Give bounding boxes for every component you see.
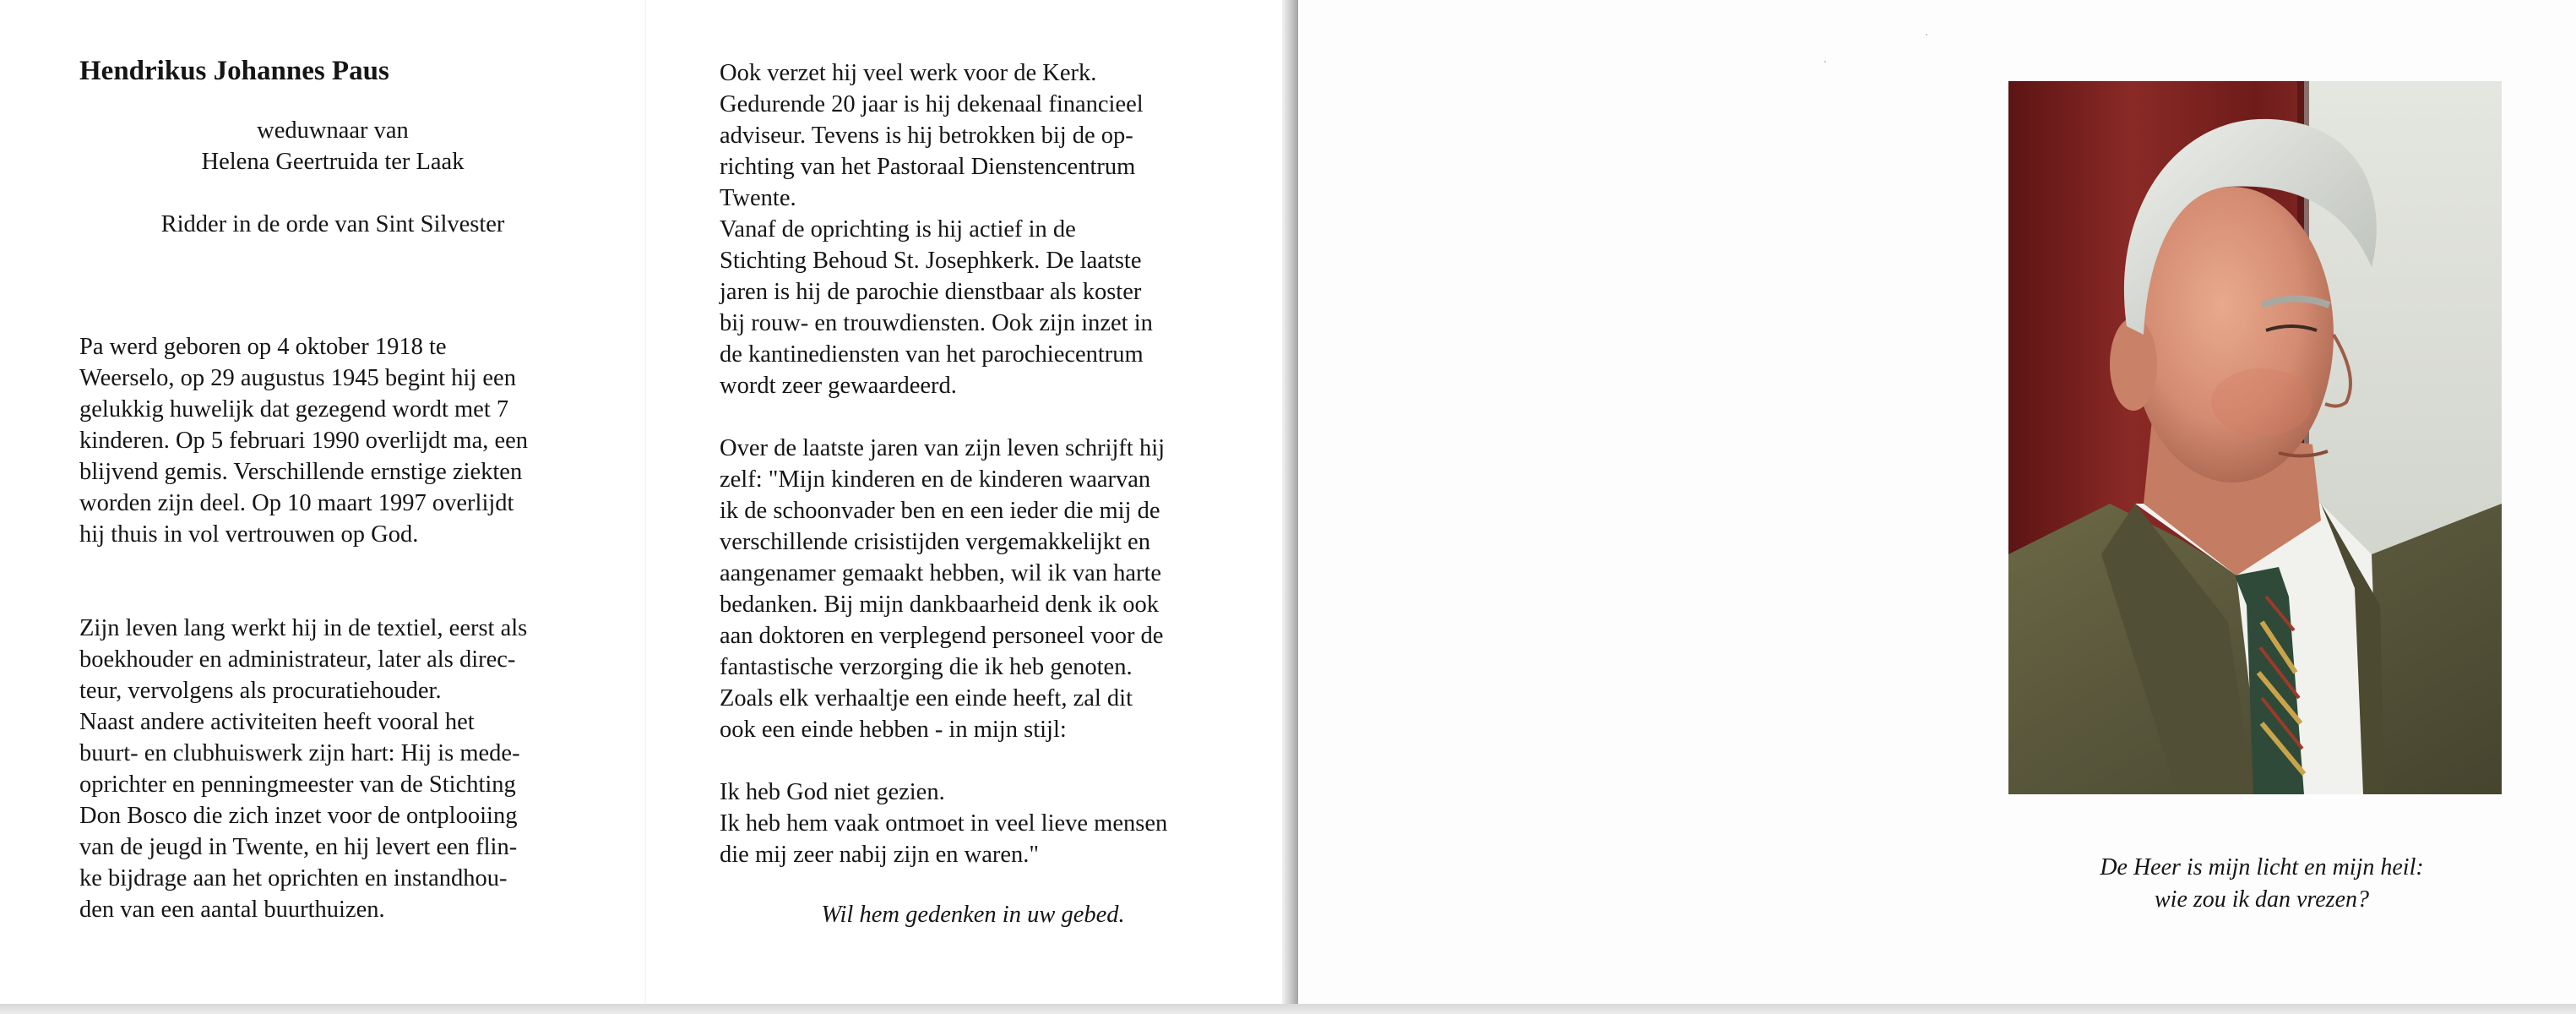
text-line: richting van het Pastoraal Dienstencentrum [720,154,1136,180]
text-line: ke bijdrage aan het oprichten en instandhou- [79,865,508,891]
widower-line-2: Helena Geertruida ter Laak [201,149,465,175]
center-fold-line [644,0,646,1004]
text-line: den van een aantal buurthuizen. [79,897,385,923]
portrait-photo [2008,81,2502,794]
text-line: van de jeugd in Twente, en hij levert een flin- [79,834,518,860]
biography-paragraph-1 [79,331,586,550]
text-line: Stichting Behoud St. Josephkerk. De laatste [720,248,1142,274]
church-paragraph [720,57,1226,401]
text-line: boekhouder en administrateur, later als direc- [79,646,516,673]
paper-speck [1824,61,1826,63]
text-line: Ook verzet hij veel werk voor de Kerk. [720,60,1097,86]
deceased-name: Hendrikus Johannes Paus [79,56,389,86]
text-line: Over de laatste jaren van zijn leven schrijft hij [720,435,1166,461]
text-line: Naast andere activiteiten heeft vooral het [79,709,475,735]
text-line: Don Bosco die zich inzet voor de ontplooiing [79,803,518,829]
text-line: verschillende crisistijden vergemakkelijkt en [720,529,1150,555]
text-line: kinderen. Op 5 februari 1990 overlijdt ma, een [79,428,529,454]
text-line: Ik heb God niet gezien. [720,779,945,805]
scripture-quote [2008,852,2515,916]
text-line: de kantinediensten van het parochiecentrum [720,341,1144,368]
left-column [79,54,586,925]
card-fold-shadow [1282,0,1299,1014]
text-line: die mij zeer nabij zijn en waren." [720,842,1040,868]
text-line: aan doktoren en verplegend personeel voor de [720,623,1164,649]
text-line: wordt zeer gewaardeerd. [720,373,957,399]
middle-column [720,57,1226,930]
text-line: blijvend gemis. Verschillende ernstige ziekten [79,459,523,485]
text-line: Twente. [720,185,796,211]
text-line: jaren is hij de parochie dienstbaar als koster [720,279,1142,305]
text-line: Zijn leven lang werkt hij in de textiel, eerst als [79,615,528,641]
quote-line-2: wie zou ik dan vrezen? [2154,886,2370,913]
text-line: worden zijn deel. Op 10 maart 1997 overlijdt [79,490,514,516]
personal-words-paragraph [720,433,1226,745]
text-line: Weerselo, op 29 augustus 1945 begint hij een [79,365,516,391]
honour-line: Ridder in de orde van Sint Silvester [160,211,505,237]
text-line: Ik heb hem vaak ontmoet in veel lieve mensen [720,810,1168,837]
text-line: oprichter en penningmeester van de Stichting [79,771,516,798]
text-line: bij rouw- en trouwdiensten. Ook zijn inzet in [720,310,1153,336]
paper-speck [1926,34,1927,35]
text-line: teur, vervolgens als procuratiehouder. [79,678,442,704]
quote-line-1: De Heer is mijn licht en mijn heil: [2100,854,2424,880]
scan-bottom-edge [0,1004,2576,1014]
closing-prayer: Wil hem gedenken in uw gebed. [821,902,1125,928]
text-line: zelf: "Mijn kinderen en de kinderen waarvan [720,466,1151,493]
text-line: fantastische verzorging die ik heb genoten. [720,654,1133,680]
widower-line-1: weduwnaar van [257,117,409,144]
text-line: Pa werd geboren op 4 oktober 1918 te [79,334,447,360]
text-line: hij thuis in vol vertrouwen op God. [79,521,419,548]
text-line: Vanaf de oprichting is hij actief in de [720,216,1076,243]
text-line: ook een einde hebben - in mijn stijl: [720,717,1067,743]
text-line: gelukkig huwelijk dat gezegend wordt met 7 [79,396,509,422]
text-line: adviseur. Tevens is hij betrokken bij de op- [720,123,1133,149]
text-line: buurt- en clubhuiswerk zijn hart: Hij is mede- [79,740,520,766]
text-line: Gedurende 20 jaar is hij dekenaal financieel [720,91,1144,117]
text-line: Zoals elk verhaaltje een einde heeft, zal dit [720,685,1133,711]
poem-paragraph [720,777,1226,870]
text-line: bedanken. Bij mijn dankbaarheid denk ik ook [720,592,1159,618]
text-line: ik de schoonvader ben en een ieder die mij de [720,498,1160,524]
text-line: aangenamer gemaakt hebben, wil ik van harte [720,560,1162,586]
portrait-illustration [2008,81,2502,794]
biography-paragraph-2 [79,613,586,925]
